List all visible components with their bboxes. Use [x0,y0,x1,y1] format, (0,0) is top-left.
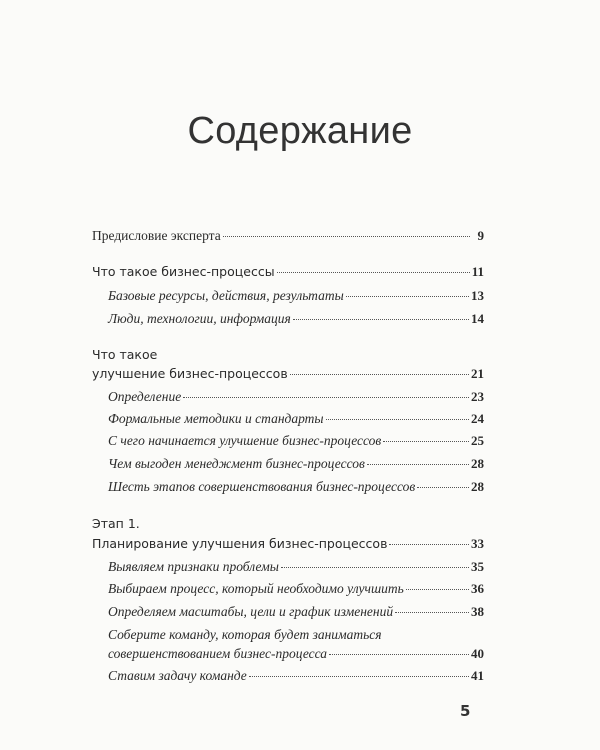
dot-leader [389,544,469,545]
toc-entry[interactable] [108,411,484,427]
toc-page-number: 13 [471,288,484,303]
dot-leader [329,654,469,655]
toc-section-heading: Что такое [92,347,158,362]
toc-page-number: 36 [471,581,484,596]
toc-entry[interactable] [108,456,484,472]
toc-page-number: 41 [471,668,484,683]
toc-entry-label: Выбираем процесс, который необходимо улучшить [108,581,404,596]
toc-section-planning[interactable] [92,536,484,552]
toc-page-number: 28 [471,456,484,471]
dot-leader [346,296,469,297]
toc-entry-label: Формальные методики и стандарты [108,411,324,426]
toc-page-number: 28 [471,479,484,494]
toc-page-number: 35 [471,559,484,574]
toc-page-number: 38 [471,604,484,619]
dot-leader [249,676,469,677]
toc-entry[interactable] [108,646,484,662]
toc-section-label: Что такое бизнес-процессы [92,264,275,279]
toc-page-number: 33 [471,536,484,551]
toc-entry-label: С чего начинается улучшение бизнес-процессов [108,433,382,448]
toc-entry[interactable] [108,581,484,597]
toc-entry-preface[interactable] [92,228,484,244]
dot-leader [326,419,469,420]
dot-leader [417,487,469,488]
toc-page-number: 40 [471,646,484,661]
toc-entry[interactable] [108,559,484,575]
toc-section-label: улучшение бизнес-процессов [92,366,288,381]
toc-section-label: Планирование улучшения бизнес-процессов [92,536,388,551]
toc-entry[interactable] [108,311,484,327]
toc-entry-label: Люди, технологии, информация [108,311,291,326]
toc-entry[interactable] [108,389,484,405]
toc-page-number: 23 [471,389,484,404]
dot-leader [293,319,469,320]
toc-page-number: 24 [471,411,484,426]
toc-section-improvement[interactable] [92,366,484,382]
dot-leader [281,567,469,568]
toc-entry-label: Ставим задачу команде [108,668,247,683]
toc-page-number: 21 [471,366,484,381]
toc-entry-label-line1: Соберите команду, которая будет заниматься [108,627,382,642]
toc-entry-label: Предисловие эксперта [92,228,221,243]
toc-section-business-processes[interactable] [92,264,484,280]
toc-entry[interactable] [108,668,484,684]
toc-section-heading: Этап 1. [92,516,140,531]
dot-leader [406,589,469,590]
toc-entry[interactable] [108,604,484,620]
dot-leader [395,612,469,613]
toc-entry-label: Определение [108,389,182,404]
toc-page-number: 14 [471,311,484,326]
toc-entry-label: Определяем масштабы, цели и график изменений [108,604,394,619]
toc-entry-label: совершенствованием бизнес-процесса [108,646,328,661]
toc-entry[interactable] [108,479,484,495]
toc-entry[interactable] [108,433,484,449]
dot-leader [223,236,470,237]
page-title: Содержание [187,110,413,152]
toc-entry-label: Шесть этапов совершенствования бизнес-процессов [108,479,416,494]
toc-entry-label: Выявляем признаки проблемы [108,559,279,574]
toc-entry-label: Базовые ресурсы, действия, результаты [108,288,344,303]
dot-leader [277,272,470,273]
dot-leader [367,464,469,465]
toc-page-number: 9 [477,228,484,243]
page-number: 5 [460,702,471,720]
dot-leader [290,374,469,375]
toc-entry-label: Чем выгоден менеджмент бизнес-процессов [108,456,365,471]
toc-entry[interactable] [108,288,484,304]
dot-leader [183,397,469,398]
toc-page-number: 11 [471,264,484,279]
toc-page-number: 25 [471,433,484,448]
dot-leader [383,441,469,442]
